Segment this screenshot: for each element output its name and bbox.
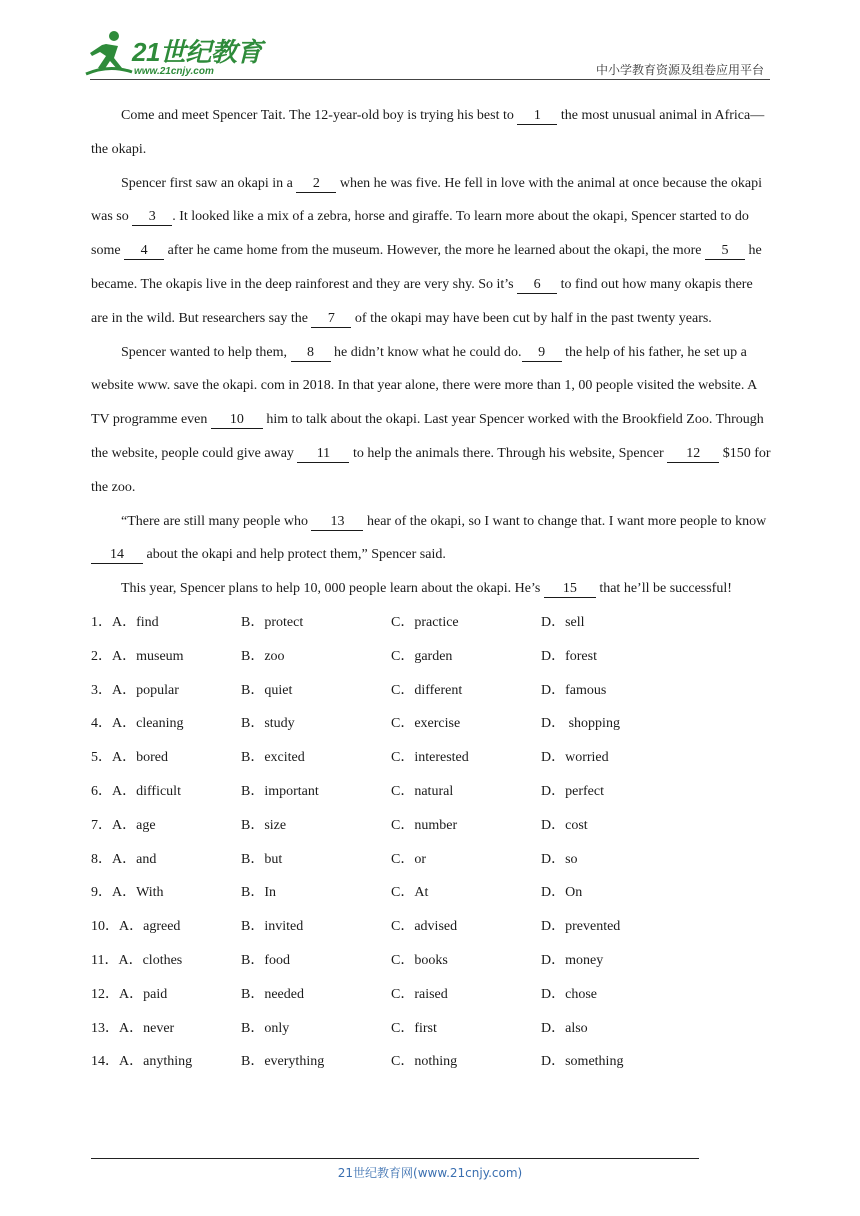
option-a[interactable] xyxy=(91,606,159,640)
option-a-text: A．paid xyxy=(119,986,168,1002)
passage-text: that he’ll be successful! xyxy=(595,581,732,597)
question-number: 3． xyxy=(91,682,112,698)
option-a-text: A．bored xyxy=(112,750,168,766)
question-row xyxy=(91,978,771,1012)
option-b[interactable]: B．size xyxy=(241,817,287,833)
passage-text: him to talk about the okapi. Last year Spencer worked with the Brookfield Zoo. Through the website, people could give away xyxy=(91,412,764,461)
question-number: 10． xyxy=(91,919,119,935)
passage-text: the help of his father, he set up a website www. save the okapi. com in 2018. In that year alone, there were more than 1, 00 people visited the website. A TV programme even xyxy=(91,344,757,428)
passage-paragraph xyxy=(91,99,771,167)
option-d[interactable]: D．prevented xyxy=(541,919,621,935)
option-a[interactable] xyxy=(91,910,180,944)
passage-text: Come and meet Spencer Tait. The 12-year-old boy is trying his best to xyxy=(121,108,518,123)
runner-logo-icon xyxy=(84,28,134,80)
option-b[interactable]: B．only xyxy=(241,1020,290,1036)
question-number: 12． xyxy=(91,986,119,1002)
option-a-text: A．anything xyxy=(119,1054,193,1070)
option-b[interactable]: B．quiet xyxy=(241,682,293,698)
passage-text: hear of the okapi, so I want to change that. I want more people to know xyxy=(363,513,767,529)
option-b[interactable]: B．study xyxy=(241,716,295,732)
option-c[interactable]: C．nothing xyxy=(391,1054,458,1070)
option-a[interactable] xyxy=(91,741,168,775)
option-c[interactable]: C．different xyxy=(391,682,463,698)
blank-12: 12 xyxy=(667,446,719,463)
blank-5: 5 xyxy=(705,243,745,260)
option-c[interactable]: C．At xyxy=(391,885,429,901)
question-row xyxy=(91,944,771,978)
option-a-text: A．clothes xyxy=(118,952,183,968)
passage-text: to find out how many okapis there are in the wild. But researchers say the xyxy=(91,276,753,326)
option-a[interactable] xyxy=(91,775,181,809)
question-number: 1． xyxy=(91,614,112,630)
option-a-text: A．and xyxy=(112,851,157,867)
option-a-text: A．age xyxy=(112,817,156,833)
question-number: 5． xyxy=(91,750,112,766)
blank-7: 7 xyxy=(311,311,351,328)
question-number: 4． xyxy=(91,716,112,732)
footer-text[interactable]: 21世纪教育网(www.21cnjy.com) xyxy=(337,1166,523,1180)
header-divider xyxy=(90,79,770,80)
blank-6: 6 xyxy=(517,277,557,294)
question-number: 11． xyxy=(91,952,119,968)
cloze-passage xyxy=(91,99,771,606)
question-number: 6． xyxy=(91,783,112,799)
option-a[interactable] xyxy=(91,707,184,741)
option-b[interactable]: B．but xyxy=(241,851,283,867)
blank-3: 3 xyxy=(132,209,172,226)
question-number: 8． xyxy=(91,851,112,867)
blank-14: 14 xyxy=(91,547,143,564)
blank-13: 13 xyxy=(311,514,363,531)
option-a-text: A．agreed xyxy=(119,919,181,935)
option-c[interactable]: C．exercise xyxy=(391,716,461,732)
blank-9: 9 xyxy=(522,345,562,362)
logo-text: 21世纪教育 xyxy=(132,37,262,67)
option-a[interactable] xyxy=(91,843,156,877)
passage-paragraph xyxy=(91,505,771,573)
option-c[interactable]: C．practice xyxy=(391,614,459,630)
option-d[interactable]: D．famous xyxy=(541,682,607,698)
blank-2: 2 xyxy=(296,176,336,193)
option-d[interactable]: D．something xyxy=(541,1054,624,1070)
passage-text: Spencer first saw an okapi in a xyxy=(121,175,297,191)
option-b[interactable]: B．everything xyxy=(241,1054,325,1070)
option-d[interactable]: D．worried xyxy=(541,750,609,766)
option-d[interactable]: D．sell xyxy=(541,614,585,630)
blank-8: 8 xyxy=(291,345,331,362)
option-c[interactable]: C．garden xyxy=(391,648,453,664)
option-a[interactable] xyxy=(91,640,184,674)
blank-11: 11 xyxy=(297,446,349,463)
logo-url: www.21cnjy.com xyxy=(134,66,214,77)
question-number: 13． xyxy=(91,1020,119,1036)
option-c[interactable]: C．natural xyxy=(391,783,454,799)
passage-text: This year, Spencer plans to help 10, 000 people learn about the okapi. He’s xyxy=(121,581,544,597)
option-a-text: A．find xyxy=(112,614,159,630)
option-d[interactable]: D．perfect xyxy=(541,783,604,799)
option-d[interactable]: D．On xyxy=(541,885,583,901)
option-b[interactable]: B．invited xyxy=(241,919,304,935)
passage-paragraph xyxy=(91,336,771,505)
option-b[interactable]: B．In xyxy=(241,885,276,901)
option-a[interactable] xyxy=(91,944,182,978)
option-d[interactable]: D．cost xyxy=(541,817,588,833)
option-b[interactable]: B．zoo xyxy=(241,648,285,664)
option-d[interactable]: D．forest xyxy=(541,648,597,664)
option-a-text: A．never xyxy=(119,1020,175,1036)
option-b[interactable]: B．protect xyxy=(241,614,304,630)
option-a-text: A．cleaning xyxy=(112,716,184,732)
option-b[interactable]: B．important xyxy=(241,783,319,799)
option-b[interactable]: B．excited xyxy=(241,750,305,766)
question-row xyxy=(91,707,771,741)
option-a-text: A．With xyxy=(112,885,164,901)
option-d[interactable]: D．money xyxy=(541,952,604,968)
question-options xyxy=(91,606,771,1079)
passage-text: Spencer wanted to help them, xyxy=(121,344,291,360)
option-c[interactable]: C．raised xyxy=(391,986,448,1002)
question-row xyxy=(91,876,771,910)
option-c[interactable]: C．or xyxy=(391,851,426,867)
blank-1: 1 xyxy=(517,108,557,125)
passage-text: when he was five. He fell in love with the animal at once because the okapi was so xyxy=(91,175,763,225)
option-a-text: A．popular xyxy=(112,682,179,698)
passage-text: to help the animals there. Through his website, Spencer xyxy=(349,445,668,461)
document-body xyxy=(91,99,771,1079)
option-c[interactable]: C．interested xyxy=(391,750,469,766)
option-a-text: A．museum xyxy=(112,648,184,664)
question-row xyxy=(91,741,771,775)
option-a[interactable] xyxy=(91,809,156,843)
blank-10: 10 xyxy=(211,412,263,429)
passage-text: $150 for the zoo. xyxy=(91,445,771,495)
footer-divider xyxy=(91,1158,699,1159)
option-a[interactable] xyxy=(91,876,164,910)
question-number: 14． xyxy=(91,1054,119,1070)
option-d[interactable]: D．so xyxy=(541,851,578,867)
passage-text: . It looked like a mix of a zebra, horse and giraffe. To learn more about the okapi, Spencer started to do some xyxy=(91,209,749,259)
question-number: 7． xyxy=(91,817,112,833)
option-c[interactable]: C．number xyxy=(391,817,458,833)
question-row xyxy=(91,640,771,674)
passage-text: he didn’t know what he could do. xyxy=(330,344,522,360)
option-d[interactable]: D．chose xyxy=(541,986,597,1002)
platform-title: 中小学教育资源及组卷应用平台 xyxy=(595,63,764,77)
question-row xyxy=(91,1045,771,1079)
option-b[interactable]: B．needed xyxy=(241,986,304,1002)
option-d[interactable]: D．also xyxy=(541,1020,588,1036)
blank-4: 4 xyxy=(124,243,164,260)
passage-text: about the okapi and help protect them,” Spencer said. xyxy=(143,547,446,563)
option-d[interactable]: D． shopping xyxy=(541,716,620,732)
option-c[interactable]: C．books xyxy=(391,952,448,968)
passage-text: “There are still many people who xyxy=(121,513,312,529)
question-number: 2． xyxy=(91,648,112,664)
site-logo[interactable] xyxy=(84,28,264,84)
passage-paragraph xyxy=(91,572,771,606)
option-c[interactable]: C．first xyxy=(391,1020,437,1036)
option-a[interactable] xyxy=(91,978,167,1012)
passage-text: after he came home from the museum. However, the more he learned about the okapi, the more xyxy=(164,243,706,259)
option-a[interactable] xyxy=(91,674,179,708)
passage-paragraph xyxy=(91,167,771,336)
option-a[interactable] xyxy=(91,1045,192,1079)
question-row xyxy=(91,674,771,708)
blank-15: 15 xyxy=(544,581,596,598)
passage-text: of the okapi may have been cut by half in the past twenty years. xyxy=(351,310,712,326)
question-row xyxy=(91,809,771,843)
option-c[interactable]: C．advised xyxy=(391,919,458,935)
question-row xyxy=(91,606,771,640)
question-row xyxy=(91,910,771,944)
page-header xyxy=(0,0,860,90)
question-row xyxy=(91,843,771,877)
option-a-text: A．difficult xyxy=(112,783,181,799)
passage-text: he became. The okapis live in the deep rainforest and they are very shy. So it’s xyxy=(91,243,762,292)
option-a[interactable] xyxy=(91,1012,174,1046)
passage-text: the most unusual animal in Africa—the okapi. xyxy=(91,108,765,157)
question-number: 9． xyxy=(91,885,112,901)
question-row xyxy=(91,1012,771,1046)
question-row xyxy=(91,775,771,809)
option-b[interactable]: B．food xyxy=(241,952,290,968)
